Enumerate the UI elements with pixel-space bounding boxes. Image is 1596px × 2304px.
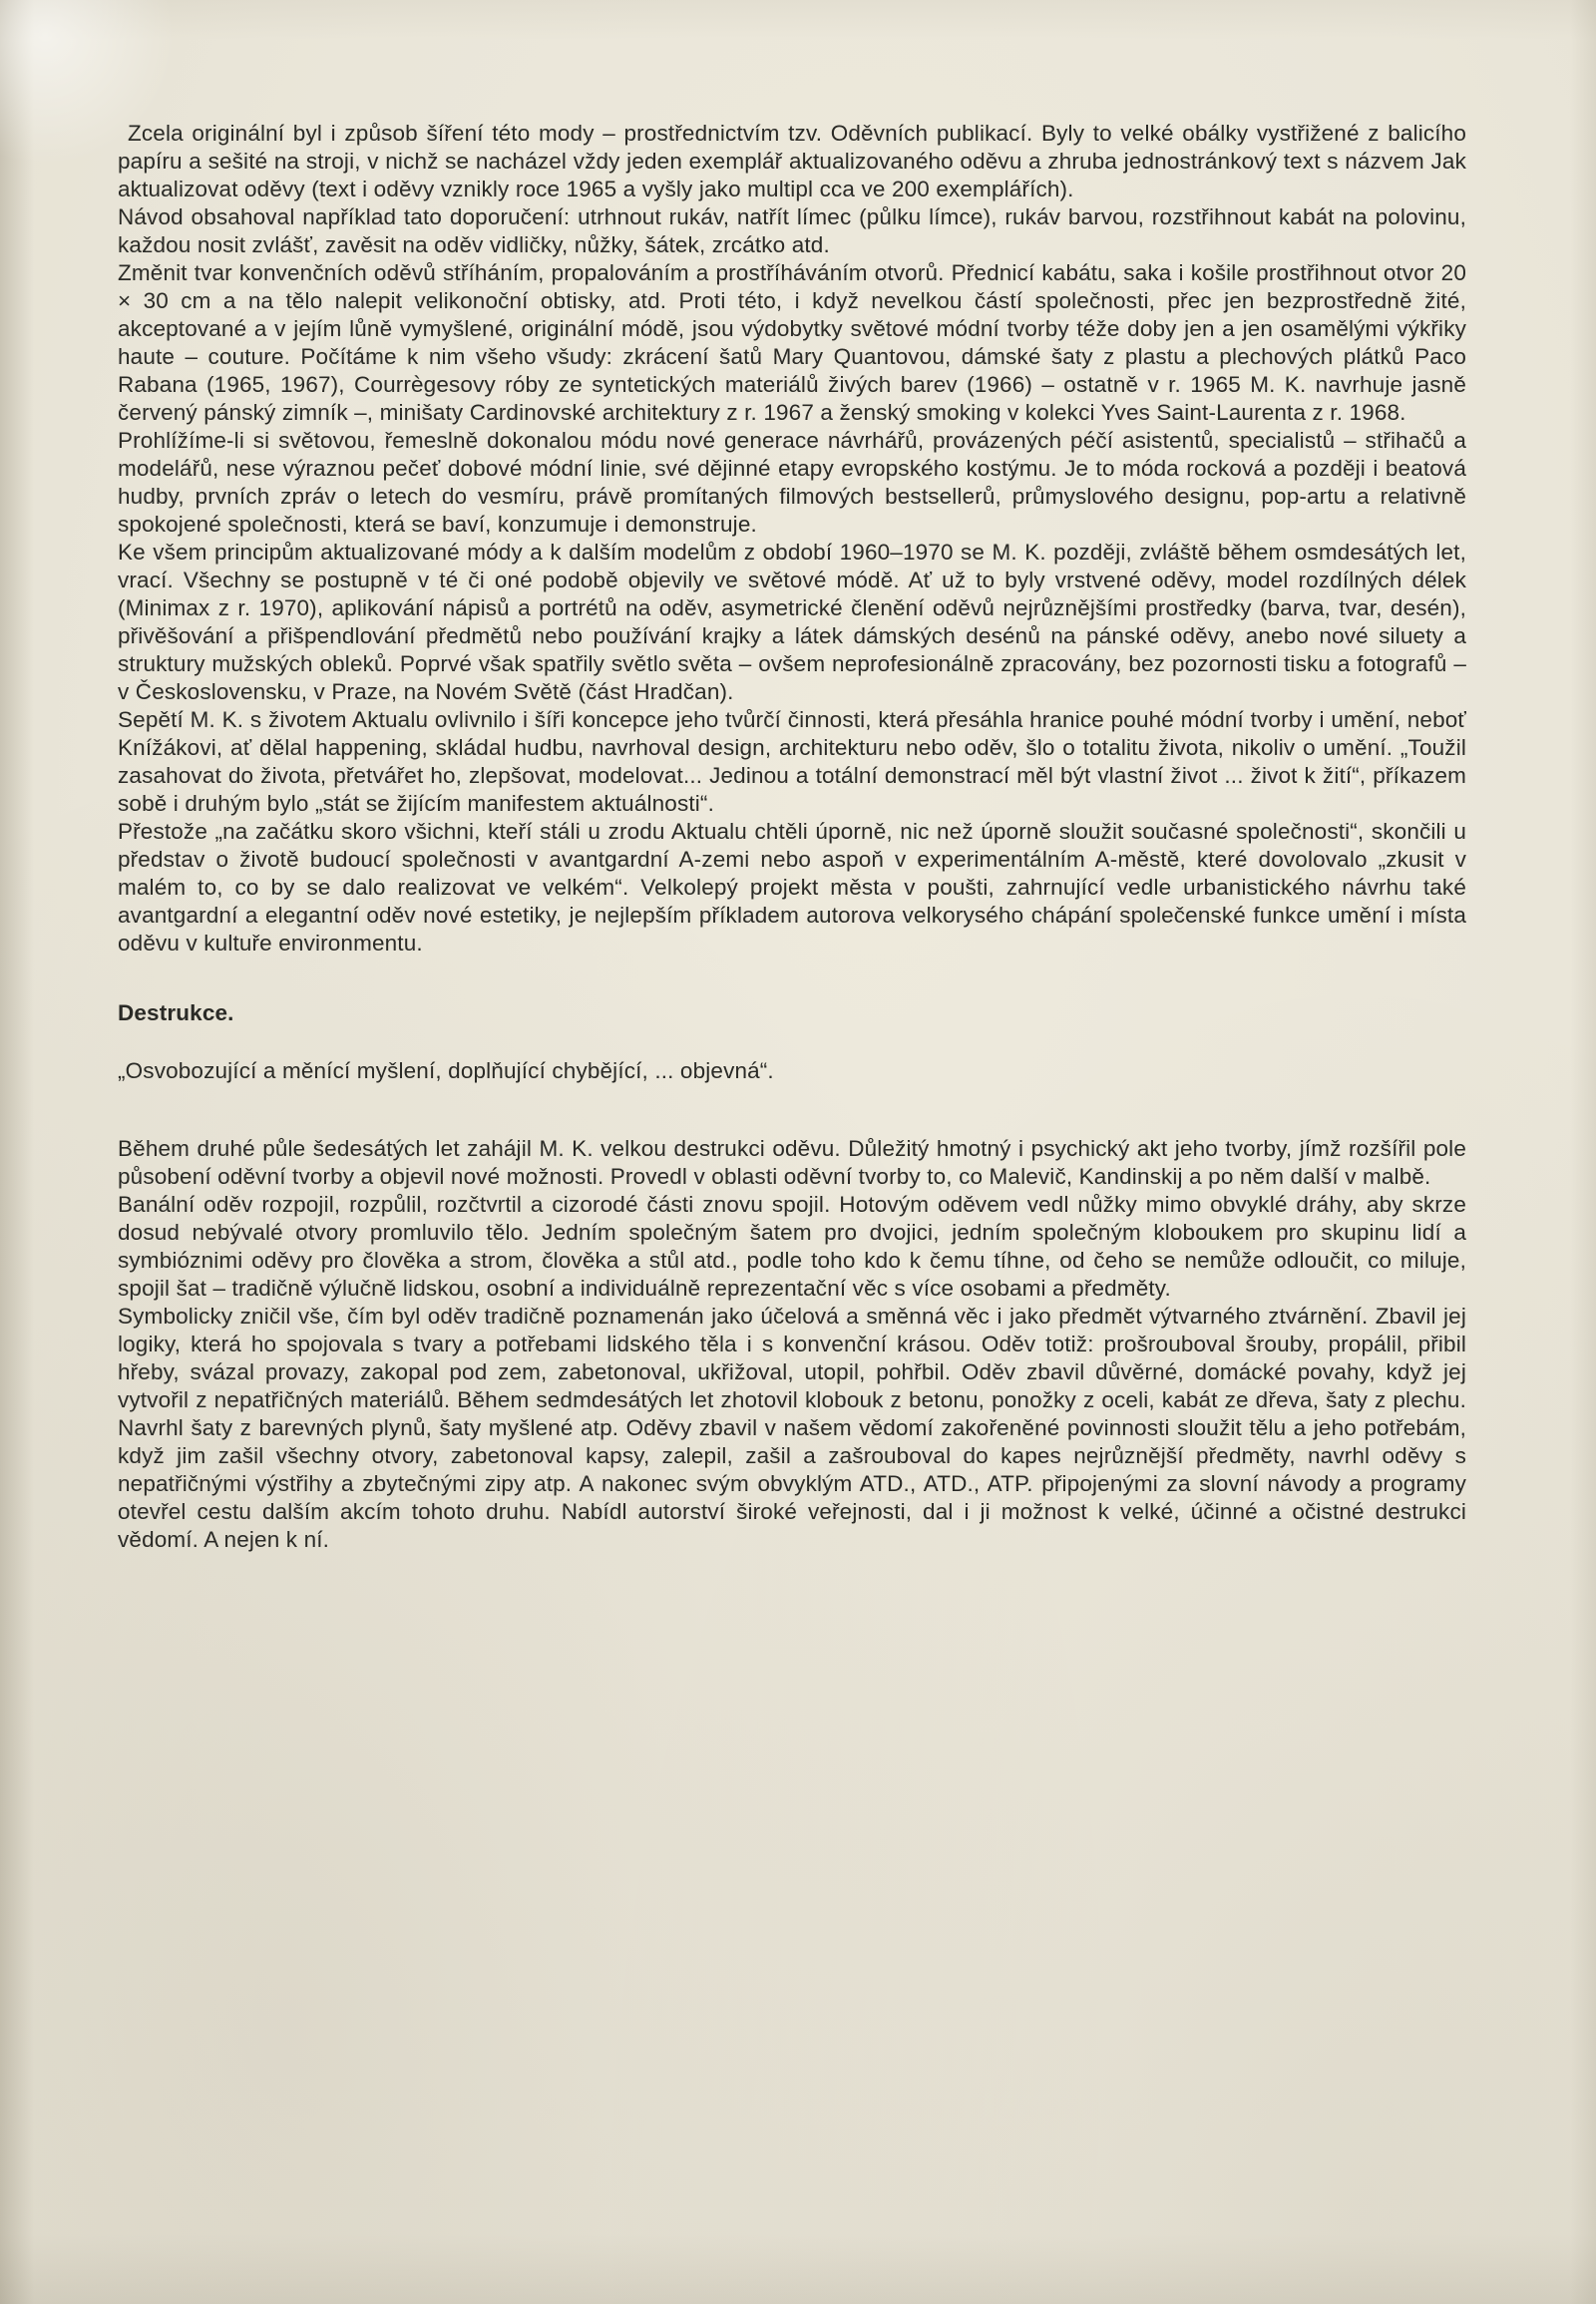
section-aktual-fashion — [118, 120, 1466, 958]
text-column — [118, 120, 1466, 1554]
paragraph: Během druhé půle šedesátých let zahájil M. K. velkou destrukci oděvu. Důležitý hmotný i psychický akt jeho tvorby, jímž rozšířil pole působení oděvní tvorby a objevil nové možnosti. Provedl v oblasti oděvní tvorby to, co Malevič, Kandinskij a po něm další v malbě. — [118, 1136, 1466, 1189]
paragraph: Změnit tvar konvenčních oděvů stříháním, propalováním a prostříháváním otvorů. Přednicí kabátu, saka i košile prostřihnout otvor 20 × 30 cm a na tělo nalepit velikonoční obtisky, atd. Proti této, i když nevelkou částí společnosti, přec jen bezprostředně žité, akceptované a v jejím lůně vymyšlené, originální módě, jsou výdobytky světové módní tvorby téže doby jen a jen osamělými výkřiky haute – couture. Počítáme k nim všeho všudy: zkrácení šatů Mary Quantovou, dámské šaty z plastu a plechových plátků Paco Rabana (1965, 1967), Courrègesovy róby ze syntetických materiálů živých barev (1966) – ostatně v r. 1965 M. K. navrhuje jasně červený pánský zimník –, minišaty Cardinovské architektury z r. 1967 a ženský smoking v kolekci Yves Saint-Laurenta z r. 1968. — [118, 260, 1466, 425]
section-heading-destrukce: Destrukce. — [118, 1000, 234, 1025]
paragraph: Prohlížíme-li si světovou, řemeslně dokonalou módu nové generace návrhářů, provázených péčí asistentů, specialistů – střihačů a modelářů, nese výraznou pečeť dobové módní linie, své dějinné etapy evropského kostýmu. Je to móda rocková a později i beatová hudby, prvních zpráv o letech do vesmíru, právě promítaných filmových bestsellerů, průmyslového designu, pop-artu a relativně spokojené společnosti, která se baví, konzumuje i demonstruje. — [118, 428, 1466, 537]
section-destrukce — [118, 1135, 1466, 1554]
paragraph: Návod obsahoval například tato doporučení: utrhnout rukáv, natřít límec (půlku límce), rukáv barvou, rozstřihnout kabát na polovinu, každou nosit zvlášť, zavěsit na oděv vidličky, nůžky, šátek, zrcátko atd. — [118, 204, 1466, 257]
paragraph: Symbolicky zničil vše, čím byl oděv tradičně poznamenán jako účelová a směnná věc i jako předmět výtvarného ztvárnění. Zbavil jej logiky, která ho spojovala s tvary a potřebami lidského těla i s konvenční krásou. Oděv totiž: prošrouboval šrouby, propálil, přibil hřeby, svázal provazy, zakopal pod zem, zabetonoval, ukřižoval, utopil, pohřbil. Oděv zbavil důvěrné, domácké povahy, když jej vytvořil z nepatřičných materiálů. Během sedmdesátých let zhotovil klobouk z betonu, ponožky z oceli, kabát ze dřeva, šaty z plechu. Navrhl šaty z barevných plynů, šaty myšlené atp. Oděvy zbavil v našem vědomí zakořeněné povinnosti sloužit tělu a jeho potřebám, když jim zašil všechny otvory, zabetonoval kapsy, zalepil, zašil a zašrouboval do kapes nejrůznější předměty, navrhl oděvy s nepatřičnými výstřihy a zbytečnými zipy atp. A nakonec svým obvyklým ATD., ATD., ATP. připojenými za slovní návody a programy otevřel cestu dalším akcím tohoto druhu. Nabídl autorství široké veřejnosti, dal i ji možnost k velké, účinné a očistné destrukci vědomí. A nejen k ní. — [118, 1304, 1466, 1552]
paragraph: Zcela originální byl i způsob šíření této mody – prostřednictvím tzv. Oděvních publikací. Byly to velké obálky vystřižené z balicího papíru a sešité na stroji, v nichž se nacházel vždy jeden exemplář aktualizovaného oděvu a zhruba jednostránkový text s názvem Jak aktualizovat oděvy (text i oděvy vznikly roce 1965 a vyšly jako multipl cca ve 200 exemplářích). — [118, 121, 1466, 201]
paragraph: Banální oděv rozpojil, rozpůlil, rozčtvrtil a cizorodé části znovu spojil. Hotovým oděvem vedl nůžky mimo obvyklé dráhy, aby skrze dosud nebývalé otvory promluvilo tělo. Jedním společným šatem pro dvojici, jedním společným kloboukem pro skupinu lidí a symbióznimi oděvy pro člověka a strom, člověka a stůl atd., podle toho kdo k čemu tíhne, od čeho se nemůže odloučit, co miluje, spojil šat – tradičně výlučně lidskou, osobní a individuálně reprezentační věc s více osobami a předměty. — [118, 1192, 1466, 1301]
paragraph: Ke všem principům aktualizované módy a k dalším modelům z období 1960–1970 se M. K. později, zvláště během osmdesátých let, vrací. Všechny se postupně v té či oné podobě objevily ve světové módě. Ať už to byly vrstvené oděvy, model rozdílných délek (Minimax z r. 1970), aplikování nápisů a portrétů na oděv, asymetrické členění oděvů nejrůznějšími prostředky (barva, tvar, desén), přivěšování a přišpendlování předmětů nebo používání krajky a látek dámských desénů na pánské oděvy, anebo nové siluety a struktury mužských obleků. Poprvé však spatřily světlo světa – ovšem neprofesionálně zpracovány, bez pozornosti tisku a fotografů – v Československu, v Praze, na Novém Světě (část Hradčan). — [118, 540, 1466, 704]
paragraph: Sepětí M. K. s životem Aktualu ovlivnilo i šíři koncepce jeho tvůrčí činnosti, která přesáhla hranice pouhé módní tvorby i umění, neboť Knížákovi, ať dělal happening, skládal hudbu, navrhoval design, architekturu nebo oděv, šlo o totalitu života, nikoliv o umění. „Toužil zasahovat do života, přetvářet ho, zlepšovat, modelovat... Jedinou a totální demonstrací měl být vlastní život ... život k žití“, příkazem sobě i druhým bylo „stát se žijícím manifestem aktuálnosti“. — [118, 707, 1466, 816]
quote-line: „Osvobozující a měnící myšlení, doplňující chybějící, ... objevná“. — [118, 1058, 774, 1083]
paragraph: Přestože „na začátku skoro všichni, kteří stáli u zrodu Aktualu chtěli úporně, nic než úporně sloužit současné společnosti“, skončili u představ o životě budoucí společnosti v avantgardní A-zemi nebo aspoň v experimentálním A-městě, které dovolovalo „zkusit v malém to, co by se dalo realizovat ve velkém“. Velkolepý projekt města v poušti, zahrnující vedle urbanistického návrhu také avantgardní a elegantní oděv nové estetiky, je nejlepším příkladem autorova velkorysého chápání společenské funkce umění i místa oděvu v kultuře environmentu. — [118, 819, 1466, 956]
